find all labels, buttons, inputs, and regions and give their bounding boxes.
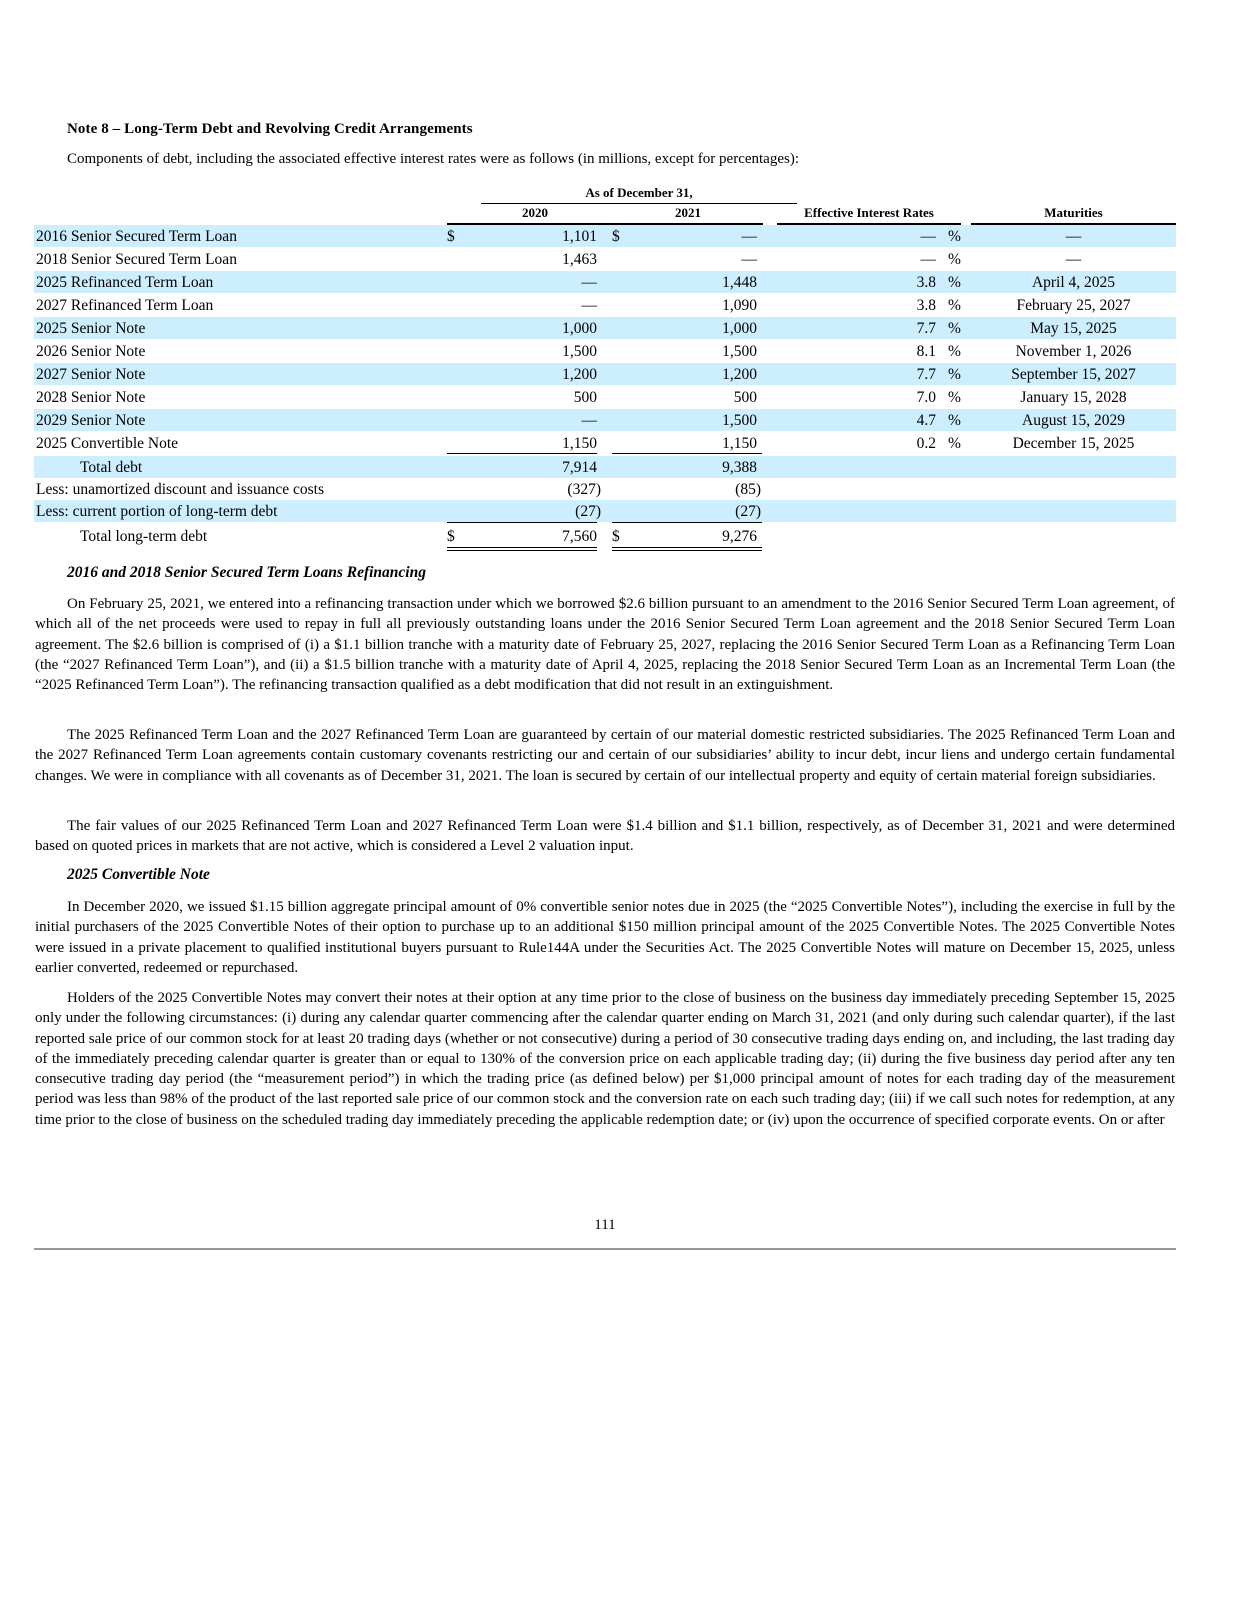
table-row xyxy=(34,409,1176,431)
rate-value: 7.0 xyxy=(916,389,936,406)
row-label: Total debt xyxy=(80,459,143,476)
table-row xyxy=(34,363,1176,385)
value-2020: — xyxy=(581,412,597,429)
paragraph-fair-values: The fair values of our 2025 Refinanced Term Loan and 2027 Refinanced Term Loan were $1.4 billion and $1.1 billion, respectively, as of December 31, 2021 and were determined based on quoted prices in markets that are not active, which is considered a Level 2 valuation input. xyxy=(35,818,1175,855)
row-label: 2027 Senior Note xyxy=(36,366,146,383)
dollar-sign: $ xyxy=(447,228,455,245)
value-2020: 1,200 xyxy=(562,366,597,383)
total-rule-2020 xyxy=(447,522,597,523)
value-2021: — xyxy=(741,228,757,245)
rate-value: 0.2 xyxy=(916,435,936,452)
rate-value: 7.7 xyxy=(916,366,936,383)
table-row xyxy=(34,248,1176,270)
table-row xyxy=(34,294,1176,316)
row-label: 2029 Senior Note xyxy=(36,412,146,429)
value-2020: 1,000 xyxy=(562,320,597,337)
value-2021: 1,150 xyxy=(722,435,757,452)
paragraph-conversion-terms: Holders of the 2025 Convertible Notes may convert their notes at their option at any time prior to the close of business on the business day immediately preceding September 15, 2025 only under the following circumstances: (i) during any calendar quarter commencing after the calendar quarter ending on March 31, 2021 (and only during such calendar quarter), if the last reported sale price of our common stock for at least 20 trading days (whether or not consecutive) during a period of 30 consecutive trading days ending on, and including, the last trading day of the immediately preceding calendar quarter is greater than or equal to 130% of the conversion price on each applicable trading day; (ii) during the five business day period after any ten consecutive trading day period (the “measurement period”) in which the trading price (as defined below) per $1,000 principal amount of notes for each trading day of the measurement period was less than 98% of the product of the last reported sale price of our common stock and the conversion rate on each such trading day; (iii) if we call such notes for redemption, at any time prior to the close of business on the scheduled trading day immediately preceding the applicable redemption date; or (iv) upon the occurrence of specified corporate events. On or after xyxy=(35,990,1175,1128)
header-2021: 2021 xyxy=(613,205,763,225)
percent-sign: % xyxy=(948,297,961,314)
value-2021: 1,500 xyxy=(722,412,757,429)
row-label: 2025 Convertible Note xyxy=(36,435,179,452)
table-row xyxy=(34,432,1176,454)
total-rule-2021 xyxy=(612,522,762,523)
value-2021: 9,276 xyxy=(722,528,757,545)
maturity-date: August 15, 2029 xyxy=(1022,412,1125,429)
double-rule-2021 xyxy=(612,547,762,551)
maturity-date: September 15, 2027 xyxy=(1011,366,1136,383)
value-2020: — xyxy=(581,297,597,314)
percent-sign: % xyxy=(948,435,961,452)
footer-rule xyxy=(34,1248,1176,1250)
maturity-date: May 15, 2025 xyxy=(1030,320,1117,337)
rate-value: 3.8 xyxy=(916,274,936,291)
value-2020: 1,150 xyxy=(562,435,597,452)
table-row xyxy=(34,500,1176,522)
rate-value: 3.8 xyxy=(916,297,936,314)
percent-sign: % xyxy=(948,343,961,360)
maturity-date: January 15, 2028 xyxy=(1020,389,1127,406)
table-row xyxy=(34,225,1176,247)
percent-sign: % xyxy=(948,389,961,406)
double-rule-2020 xyxy=(447,547,597,551)
rate-value: 8.1 xyxy=(916,343,936,360)
value-2021: 500 xyxy=(733,389,757,406)
value-2020: 500 xyxy=(573,389,597,406)
value-2020: 1,500 xyxy=(562,343,597,360)
header-effective-interest-rates: Effective Interest Rates xyxy=(777,205,961,225)
dollar-sign: $ xyxy=(612,228,620,245)
paragraph-convertible-issuance: In December 2020, we issued $1.15 billion aggregate principal amount of 0% convertible senior notes due in 2025 (the “2025 Convertible Notes”), including the exercise in full by the initial purchasers of the 2025 Convertible Notes of their option to purchase up to an additional $150 million principal amount of the 2025 Convertible Notes. The 2025 Convertible Notes were issued in a private placement to qualified institutional buyers pursuant to Rule144A under the Securities Act. The 2025 Convertible Notes will mature on December 15, 2025, unless earlier converted, redeemed or repurchased. xyxy=(35,899,1175,976)
value-2021: 1,200 xyxy=(722,366,757,383)
value-2020: 7,914 xyxy=(562,459,597,476)
value-2021: 1,500 xyxy=(722,343,757,360)
value-2021: 1,448 xyxy=(722,274,757,291)
percent-sign: % xyxy=(948,228,961,245)
maturity-date: — xyxy=(1065,251,1082,268)
value-2020: (27) xyxy=(575,503,601,520)
value-2021: (85) xyxy=(735,481,761,498)
row-label: 2018 Senior Secured Term Loan xyxy=(36,251,237,268)
header-2020: 2020 xyxy=(447,205,623,225)
row-label: 2016 Senior Secured Term Loan xyxy=(36,228,237,245)
rate-value: — xyxy=(920,251,936,268)
paragraph-refinancing: On February 25, 2021, we entered into a refinancing transaction under which we borrowed $2.6 billion pursuant to an amendment to the 2016 Senior Secured Term Loan agreement, of which all of the net proceeds were used to repay in full all previously outstanding loans under the 2016 Senior Secured Term Loan agreement and the 2018 Senior Secured Term Loan agreement. The $2.6 billion is comprised of (i) a $1.1 billion tranche with a maturity date of February 25, 2027, replacing the 2016 Senior Secured Term Loan as a Refinancing Term Loan (the “2027 Refinanced Term Loan”), and (ii) a $1.5 billion tranche with a maturity date of April 4, 2025, replacing the 2018 Senior Secured Term Loan as an Incremental Term Loan (the “2025 Refinanced Term Loan”). The refinancing transaction qualified as a debt modification that did not result in an extinguishment. xyxy=(35,596,1175,694)
value-2021: 1,000 xyxy=(722,320,757,337)
table-row xyxy=(34,340,1176,362)
value-2020: 1,463 xyxy=(562,251,597,268)
value-2021: 9,388 xyxy=(722,459,757,476)
header-as-of-december: As of December 31, xyxy=(481,185,797,204)
paragraph-guarantees: The 2025 Refinanced Term Loan and the 2027 Refinanced Term Loan are guaranteed by certain of our material domestic restricted subsidiaries. The 2025 Refinanced Term Loan and the 2027 Refinanced Term Loan agreements contain customary covenants restricting our and certain of our subsidiaries’ ability to incur debt, incur liens and undergo certain fundamental changes. We were in compliance with all covenants as of December 31, 2021. The loan is secured by certain of our intellectual property and equity of certain material foreign subsidiaries. xyxy=(35,727,1175,784)
row-label: 2027 Refinanced Term Loan xyxy=(36,297,214,314)
rate-value: — xyxy=(920,228,936,245)
header-maturities: Maturities xyxy=(971,205,1176,225)
rate-value: 4.7 xyxy=(916,412,936,429)
value-2021: 1,090 xyxy=(722,297,757,314)
row-label: 2026 Senior Note xyxy=(36,343,146,360)
row-label: 2025 Senior Note xyxy=(36,320,146,337)
maturity-date: April 4, 2025 xyxy=(1031,274,1116,291)
percent-sign: % xyxy=(948,366,961,383)
value-2020: 7,560 xyxy=(562,528,597,545)
subtotal-rule-2020 xyxy=(447,453,597,454)
dollar-sign: $ xyxy=(612,528,620,545)
dollar-sign: $ xyxy=(447,528,455,545)
row-label: 2025 Refinanced Term Loan xyxy=(36,274,214,291)
percent-sign: % xyxy=(948,274,961,291)
table-row xyxy=(34,478,1176,500)
section-heading-refinancing: 2016 and 2018 Senior Secured Term Loans Refinancing xyxy=(67,564,426,581)
note-heading: Note 8 – Long-Term Debt and Revolving Credit Arrangements xyxy=(67,121,473,137)
percent-sign: % xyxy=(948,251,961,268)
row-label: Less: unamortized discount and issuance costs xyxy=(36,481,324,498)
value-2021: (27) xyxy=(735,503,761,520)
table-row xyxy=(34,386,1176,408)
row-label: 2028 Senior Note xyxy=(36,389,146,406)
percent-sign: % xyxy=(948,412,961,429)
value-2020: — xyxy=(581,274,597,291)
maturity-date: February 25, 2027 xyxy=(1016,297,1131,314)
value-2020: 1,101 xyxy=(562,228,597,245)
maturity-date: December 15, 2025 xyxy=(1012,435,1135,452)
table-row xyxy=(34,456,1176,478)
table-row xyxy=(34,271,1176,293)
maturity-date: November 1, 2026 xyxy=(1015,343,1132,360)
page-number: 111 xyxy=(594,1217,616,1233)
table-row xyxy=(34,525,1176,547)
percent-sign: % xyxy=(948,320,961,337)
value-2021: — xyxy=(741,251,757,268)
value-2020: (327) xyxy=(567,481,601,498)
section-heading-convertible-note: 2025 Convertible Note xyxy=(67,866,210,883)
intro-text: Components of debt, including the associated effective interest rates were as follows (in millions, except for percentages): xyxy=(67,151,799,167)
maturity-date: — xyxy=(1065,228,1082,245)
table-row xyxy=(34,317,1176,339)
rate-value: 7.7 xyxy=(916,320,936,337)
row-label: Less: current portion of long-term debt xyxy=(36,503,278,520)
subtotal-rule-2021 xyxy=(612,453,762,454)
row-label: Total long-term debt xyxy=(80,528,208,545)
